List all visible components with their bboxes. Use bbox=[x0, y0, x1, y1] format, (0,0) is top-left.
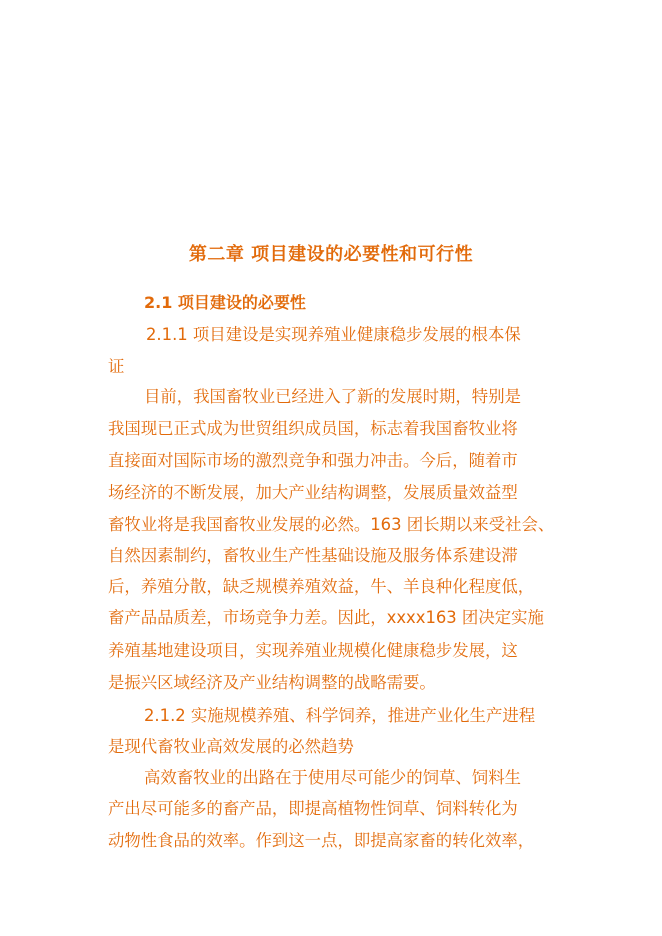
chapter-title: 第二章 项目建设的必要性和可行性 bbox=[188, 244, 474, 265]
paragraph-line: 自然因素制约，畜牧业生产性基础设施及服务体系建设滞 bbox=[108, 546, 518, 565]
paragraph-line: 直接面对国际市场的激烈竞争和强力冲击。今后，随着市 bbox=[108, 451, 518, 470]
section-title: 2.1 项目建设的必要性 bbox=[144, 293, 306, 312]
subsection-heading-line: 证 bbox=[108, 357, 125, 376]
paragraph-line: 高效畜牧业的出路在于使用尽可能少的饲草、饲料生 bbox=[144, 768, 521, 787]
paragraph-line: 畜牧业将是我国畜牧业发展的必然。163 团长期以来受社会、 bbox=[108, 515, 555, 534]
paragraph-line: 产出尽可能多的畜产品，即提高植物性饲草、饲料转化为 bbox=[108, 799, 518, 818]
paragraph-line: 畜产品品质差，市场竞争力差。因此，xxxx163 团决定实施 bbox=[108, 608, 544, 627]
paragraph-line: 目前，我国畜牧业已经进入了新的发展时期，特别是 bbox=[144, 387, 521, 406]
subsection-heading-line: 是现代畜牧业高效发展的必然趋势 bbox=[108, 737, 354, 756]
paragraph-line: 后，养殖分散，缺乏规模养殖效益，牛、羊良种化程度低， bbox=[108, 577, 535, 596]
subsection-heading-line: 2.1.1 项目建设是实现养殖业健康稳步发展的根本保 bbox=[146, 325, 521, 344]
paragraph-line: 场经济的不断发展，加大产业结构调整，发展质量效益型 bbox=[108, 483, 518, 502]
paragraph-line: 是振兴区域经济及产业结构调整的战略需要。 bbox=[108, 673, 436, 692]
paragraph-line: 养殖基地建设项目，实现养殖业规模化健康稳步发展，这 bbox=[108, 641, 518, 660]
paragraph-line: 动物性食品的效率。作到这一点，即提高家畜的转化效率， bbox=[108, 831, 535, 850]
subsection-heading-line: 2.1.2 实施规模养殖、科学饲养，推进产业化生产进程 bbox=[144, 706, 536, 725]
paragraph-line: 我国现已正式成为世贸组织成员国，标志着我国畜牧业将 bbox=[108, 419, 518, 438]
